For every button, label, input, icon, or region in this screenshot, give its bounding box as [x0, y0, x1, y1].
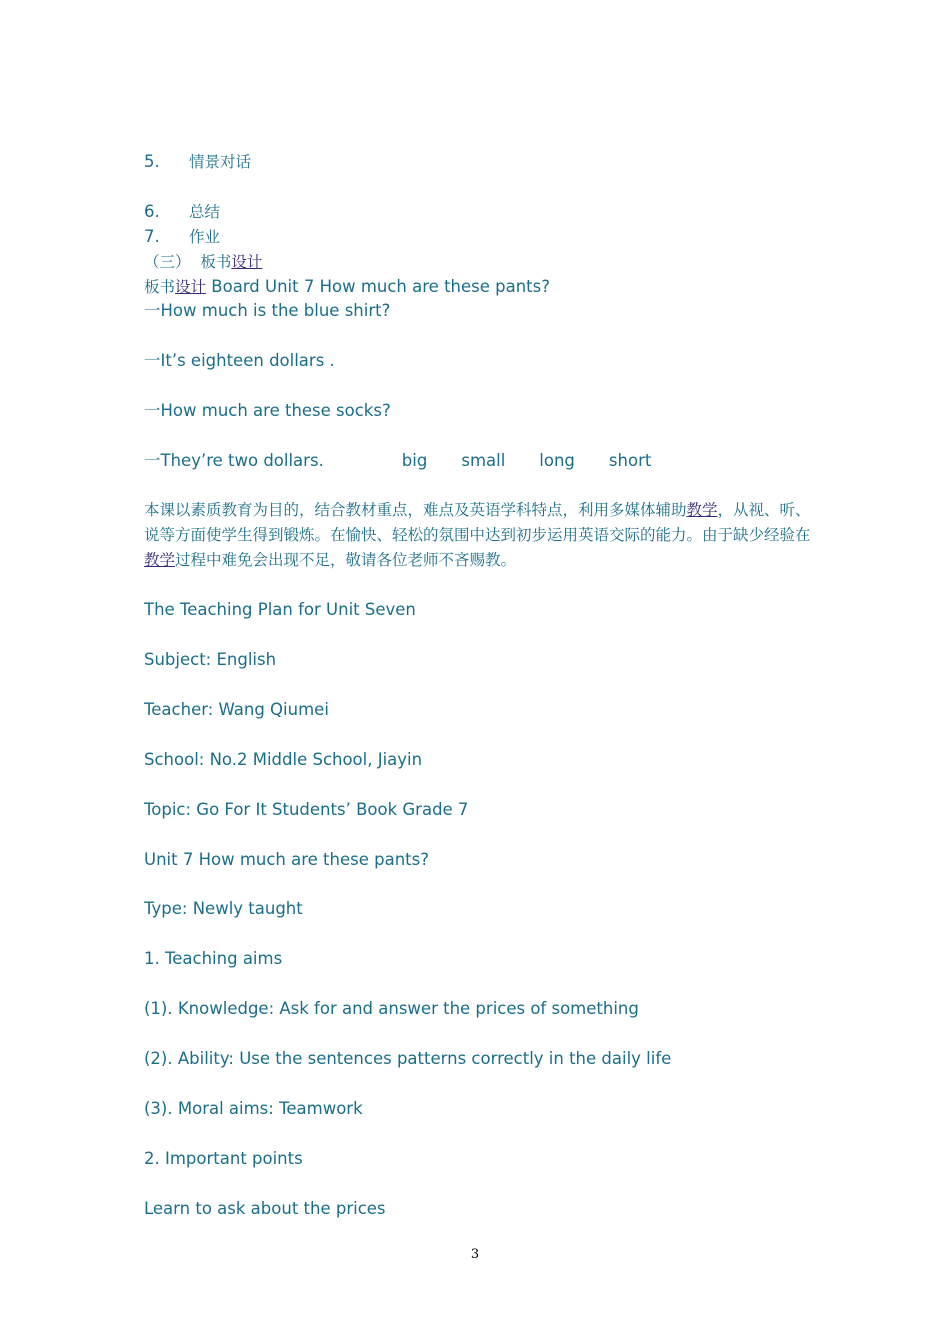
- step-label: 作业: [189, 228, 221, 246]
- adjective-list: [402, 451, 652, 470]
- plan-topic: Topic: Go For It Students’ Book Grade 7: [144, 800, 469, 819]
- step-number: 7.: [144, 227, 160, 246]
- step-label: 总结: [189, 203, 221, 221]
- paragraph-text: 过程中难免会出现不足，敬请各位老师不吝赐教。: [175, 551, 517, 569]
- plan-title: The Teaching Plan for Unit Seven: [144, 600, 416, 619]
- page-number: 3: [470, 1247, 480, 1262]
- word-item: big: [401, 451, 428, 470]
- plan-points-heading: 2. Important points: [144, 1149, 303, 1168]
- plan-aim-moral: (3). Moral aims: Teamwork: [144, 1099, 363, 1118]
- plan-school: School: No.2 Middle School, Jiayin: [144, 750, 423, 769]
- paragraph-text: ，从视、听、说等方面使学生得到锻炼。在愉快、轻松的氛围中达到初步运用英语交际的能力。由于缺少经验在: [144, 501, 811, 544]
- design-link[interactable]: 设计: [175, 278, 207, 296]
- dialog-line: 一It’s eighteen dollars .: [144, 351, 335, 370]
- dialog-line: 一How much are these socks?: [144, 401, 391, 420]
- board-title-prefix: 板书: [144, 278, 176, 296]
- teaching-link[interactable]: 教学: [144, 551, 176, 569]
- board-design-heading: [144, 251, 262, 273]
- step-label: 情景对话: [189, 153, 252, 171]
- plan-unit: Unit 7 How much are these pants?: [144, 850, 429, 869]
- word-item: long: [539, 451, 575, 470]
- step-number: 6.: [144, 202, 160, 221]
- design-link[interactable]: 设计: [231, 253, 263, 271]
- board-title-text: Board Unit 7 How much are these pants?: [206, 277, 551, 296]
- step-item: [144, 151, 251, 173]
- word-item: short: [608, 451, 652, 470]
- plan-aim-knowledge: (1). Knowledge: Ask for and answer the prices of something: [144, 999, 639, 1018]
- dialog-line-with-words: [144, 450, 651, 472]
- plan-subject: Subject: English: [144, 650, 277, 669]
- dialog-line: 一How much is the blue shirt?: [144, 301, 391, 320]
- step-item: [144, 201, 220, 223]
- summary-paragraph: [144, 498, 814, 573]
- paragraph-text: 本课以素质教育为目的，结合教材重点，难点及英语学科特点，利用多媒体辅助: [144, 501, 687, 519]
- step-item: [144, 226, 220, 248]
- section-prefix: （三）: [144, 253, 191, 271]
- plan-teacher: Teacher: Wang Qiumei: [144, 700, 329, 719]
- plan-type: Type: Newly taught: [144, 899, 303, 918]
- heading-text: 板书: [200, 253, 232, 271]
- step-number: 5.: [144, 152, 160, 171]
- plan-aim-ability: (2). Ability: Use the sentences patterns correctly in the daily life: [144, 1049, 672, 1068]
- plan-aims-heading: 1. Teaching aims: [144, 949, 283, 968]
- word-item: small: [461, 451, 506, 470]
- board-title: [144, 276, 550, 298]
- dialog-line: 一They’re two dollars.: [144, 451, 324, 470]
- plan-point-item: Learn to ask about the prices: [144, 1199, 386, 1218]
- teaching-link[interactable]: 教学: [686, 501, 718, 519]
